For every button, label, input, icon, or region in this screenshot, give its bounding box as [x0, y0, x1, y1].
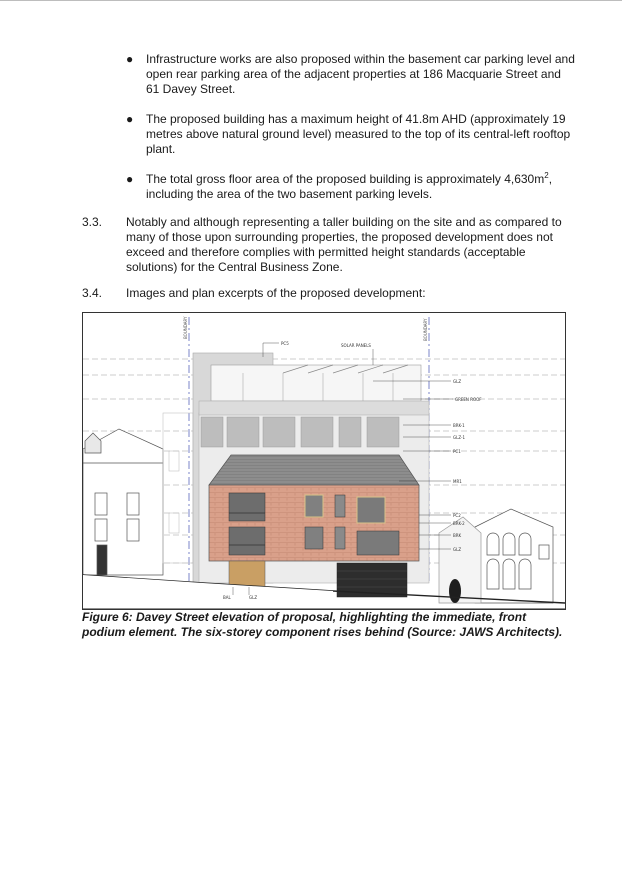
timber-entry [229, 561, 265, 587]
label-brk: BRK [453, 533, 462, 538]
label-bal: BAL [223, 595, 231, 600]
label-pc2: PC2 [453, 513, 461, 518]
boundary-left-label: BOUNDARY [183, 316, 188, 339]
label-pc5: PC5 [281, 341, 289, 346]
bullet-dot: ● [126, 112, 134, 126]
page-top-rule [0, 0, 622, 1]
label-pc1: PC1 [453, 449, 461, 454]
label-glz-1: GLZ-1 [453, 435, 465, 440]
label-solar-panels: SOLAR PANELS [341, 343, 371, 348]
bullet-text: The total gross floor area of the proposed building is approximately $4,630m^2$, including the area of the two basement parking levels. [146, 171, 553, 201]
boundary-right-label: BOUNDARY [423, 318, 428, 341]
paragraph-text: Images and plan excerpts of the proposed development: [126, 286, 426, 300]
elevation-drawing [82, 312, 566, 610]
tree-icon [449, 579, 461, 603]
label-brk-2: BRK-2 [453, 521, 465, 526]
label-mr1: MR1 [453, 479, 462, 484]
elevation-svg [83, 313, 565, 609]
paragraph-number: 3.4. [82, 286, 103, 300]
bullet-dot: ● [126, 172, 134, 186]
label-green-roof: GREEN ROOF [455, 397, 482, 402]
label-glz-base: GLZ [249, 595, 258, 600]
paragraph-text: Notably and although representing a taller building on the site and as compared to many of those upon surrounding properties, the proposed development does not exceed and therefore complies with permitted height standards (acceptable solutions) for the Central Business Zone. [126, 215, 562, 274]
paragraph-number: 3.3. [82, 215, 103, 229]
bullet-text: The proposed building has a maximum height of 41.8m AHD (approximately 19 metres above natural ground level) measured to the top of its central-left rooftop plant. [146, 112, 571, 156]
figure-caption: Figure 6: Davey Street elevation of proposal, highlighting the immediate, front podium element. The six-storey component rises behind (Source: JAWS Architects). [82, 610, 563, 639]
bullet-text: Infrastructure works are also proposed within the basement car parking level and open rear parking area of the adjacent properties at 186 Macquarie Street and 61 Davey Street. [146, 52, 575, 96]
label-brk-1: BRK-1 [453, 423, 465, 428]
label-glz-top: GLZ [453, 379, 462, 384]
left-neighbour-house [83, 429, 163, 575]
superscript: 2 [544, 171, 549, 180]
label-glz-bottom: GLZ [453, 547, 462, 552]
bullet-dot: ● [126, 52, 134, 66]
